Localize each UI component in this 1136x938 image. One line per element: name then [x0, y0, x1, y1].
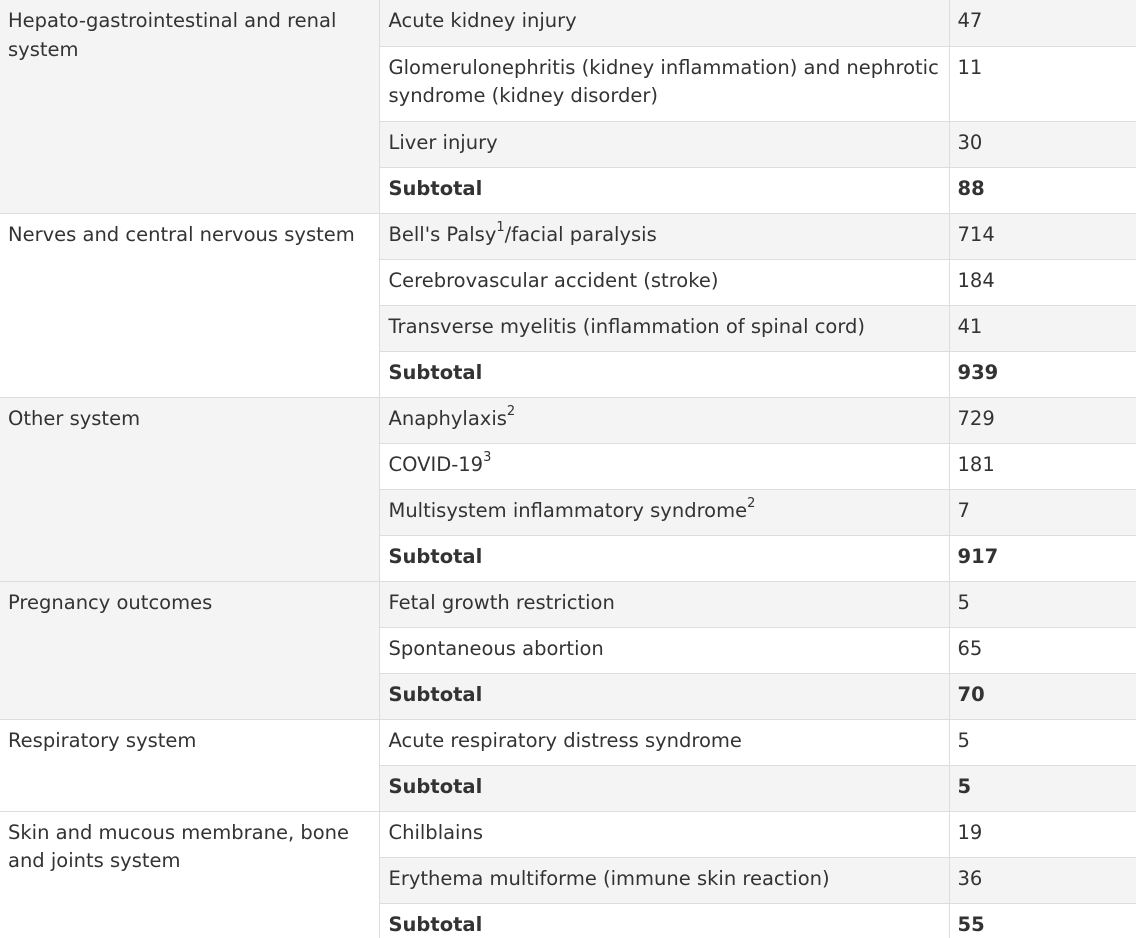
count-cell: 5	[949, 719, 1136, 765]
event-text: Multisystem inflammatory syndrome	[388, 498, 748, 522]
event-cell	[379, 489, 949, 535]
count-cell: 184	[949, 259, 1136, 305]
table-row	[0, 0, 1136, 46]
count-cell: 19	[949, 811, 1136, 857]
system-cell: Pregnancy outcomes	[0, 581, 379, 719]
subtotal-value: 70	[949, 673, 1136, 719]
group-pregnancy-outcomes	[0, 581, 1136, 719]
group-hepato-renal	[0, 0, 1136, 213]
table-row	[0, 719, 1136, 765]
group-skin-bone-joints	[0, 811, 1136, 938]
event-cell: Fetal growth restriction	[379, 581, 949, 627]
subtotal-label: Subtotal	[379, 673, 949, 719]
event-cell: Cerebrovascular accident (stroke)	[379, 259, 949, 305]
system-cell: Skin and mucous membrane, bone and joints system	[0, 811, 379, 938]
subtotal-value: 939	[949, 351, 1136, 397]
table-row	[0, 213, 1136, 259]
system-cell: Hepato-gastrointestinal and renal system	[0, 0, 379, 213]
subtotal-label: Subtotal	[379, 351, 949, 397]
system-cell: Respiratory system	[0, 719, 379, 811]
footnote-ref: 1	[496, 220, 505, 235]
group-respiratory-system	[0, 719, 1136, 811]
count-cell: 181	[949, 443, 1136, 489]
footnote-ref: 2	[506, 404, 516, 419]
event-cell: Transverse myelitis (inflammation of spinal cord)	[379, 305, 949, 351]
count-cell: 41	[949, 305, 1136, 351]
system-cell: Other system	[0, 397, 379, 581]
subtotal-label: Subtotal	[379, 903, 949, 938]
event-cell	[379, 213, 949, 259]
subtotal-value: 917	[949, 535, 1136, 581]
event-cell: Liver injury	[379, 121, 949, 167]
subtotal-value: 88	[949, 167, 1136, 213]
event-cell	[379, 443, 949, 489]
event-cell: Acute respiratory distress syndrome	[379, 719, 949, 765]
system-cell: Nerves and central nervous system	[0, 213, 379, 397]
count-cell: 65	[949, 627, 1136, 673]
subtotal-label: Subtotal	[379, 535, 949, 581]
count-cell: 47	[949, 0, 1136, 46]
event-cell	[379, 397, 949, 443]
event-text: Anaphylaxis	[388, 406, 507, 430]
subtotal-value: 55	[949, 903, 1136, 938]
subtotal-label: Subtotal	[379, 167, 949, 213]
group-nervous-system	[0, 213, 1136, 397]
event-text: Bell's Palsy	[388, 222, 497, 246]
count-cell: 729	[949, 397, 1136, 443]
count-cell: 11	[949, 46, 1136, 121]
event-text: COVID-19	[388, 452, 484, 476]
event-cell: Spontaneous abortion	[379, 627, 949, 673]
event-cell: Erythema multiforme (immune skin reaction)	[379, 857, 949, 903]
event-cell: Acute kidney injury	[379, 0, 949, 46]
footnote-ref: 2	[747, 496, 756, 511]
table-row	[0, 581, 1136, 627]
group-other-system	[0, 397, 1136, 581]
count-cell: 5	[949, 581, 1136, 627]
count-cell: 30	[949, 121, 1136, 167]
event-cell: Glomerulonephritis (kidney inflammation) and nephrotic syndrome (kidney disorder)	[379, 46, 949, 121]
count-cell: 714	[949, 213, 1136, 259]
table-row	[0, 397, 1136, 443]
event-cell: Chilblains	[379, 811, 949, 857]
subtotal-value: 5	[949, 765, 1136, 811]
subtotal-label: Subtotal	[379, 765, 949, 811]
footnote-ref: 3	[483, 450, 492, 465]
event-text-suffix: /facial paralysis	[504, 222, 657, 246]
count-cell: 7	[949, 489, 1136, 535]
table-row	[0, 811, 1136, 857]
count-cell: 36	[949, 857, 1136, 903]
